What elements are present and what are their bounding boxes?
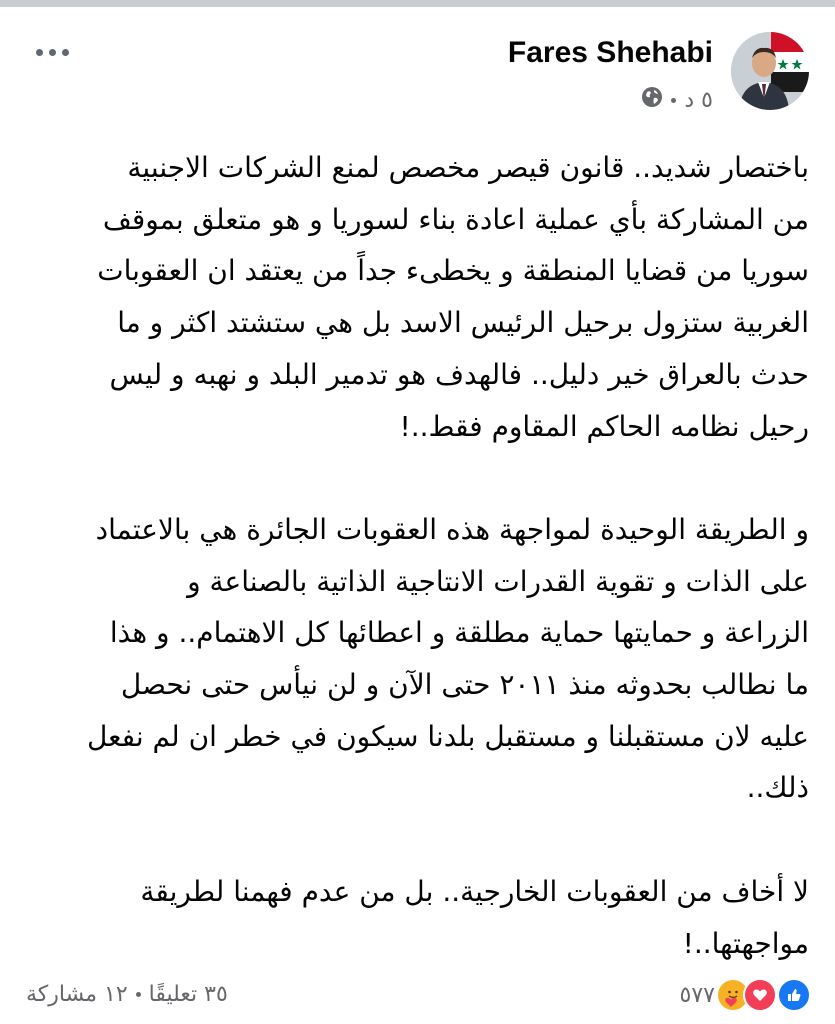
post-footer (0, 978, 835, 1014)
text-line: من المشاركة بأي عملية اعادة بناء لسوريا و هو متعلق بموقف (102, 202, 809, 236)
engagement-stats (26, 982, 228, 1007)
text-line: و الطريقة الوحيدة لمواجهة هذه العقوبات الجائرة هي بالاعتماد (95, 512, 809, 546)
text-line: الغربية ستزول برحيل الرئيس الاسد بل هي ستشتد اكثر و ما (117, 306, 809, 340)
comment-count[interactable]: ٣٥ تعليقًا (148, 982, 228, 1007)
text-line: لا أخاف من العقوبات الخارجية.. بل من عدم فهمنا لطريقة (140, 874, 809, 908)
stats-separator (136, 992, 141, 997)
text-line: ذلك.. (746, 771, 809, 805)
post-meta (641, 86, 713, 114)
post-time[interactable]: ٥ د (684, 87, 713, 113)
author-photo (731, 32, 809, 110)
top-divider (0, 0, 835, 7)
text-line: مواجهتها..! (682, 926, 809, 960)
more-options-icon[interactable] (36, 42, 76, 62)
globe-icon (641, 86, 663, 114)
reactions-summary[interactable] (680, 978, 811, 1012)
post-paragraph-3 (30, 866, 809, 969)
post-paragraph-1 (30, 142, 809, 452)
text-line: عليه لان مستقبلنا و مستقبل بلدنا سيكون في خطر ان لم نفعل (86, 719, 809, 753)
share-count[interactable]: ١٢ مشاركة (26, 982, 128, 1007)
like-icon (777, 978, 811, 1012)
reaction-count: ٥٧٧ (679, 982, 715, 1008)
post-paragraph-2 (30, 504, 809, 814)
text-line: حدث بالعراق خير دليل.. فالهدف هو تدمير البلد و نهبه و ليس (109, 357, 809, 391)
text-line: على الذات و تقوية القدرات الانتاجية الذاتية بالصناعة و (187, 564, 809, 598)
post-text (30, 142, 809, 969)
text-line: رحيل نظامه الحاكم المقاوم فقط..! (399, 409, 809, 443)
text-line: سوريا من قضايا المنطقة و يخطىء جداً من يعتقد ان العقوبات (97, 254, 809, 288)
author-name[interactable]: Fares Shehabi (507, 36, 713, 69)
text-line: الزراعة و حمايتها حماية مطلقة و اعطائها كل الاهتمام.. و هذا (109, 616, 809, 650)
avatar[interactable] (731, 32, 809, 110)
text-line: باختصار شديد.. قانون قيصر مخصص لمنع الشركات الاجنبية (127, 151, 809, 184)
text-line: ما نطالب بحدوثه منذ ٢٠١١ حتى الآن و لن نيأس حتى نحصل (120, 668, 809, 702)
love-icon (743, 978, 777, 1012)
meta-separator (671, 98, 676, 103)
